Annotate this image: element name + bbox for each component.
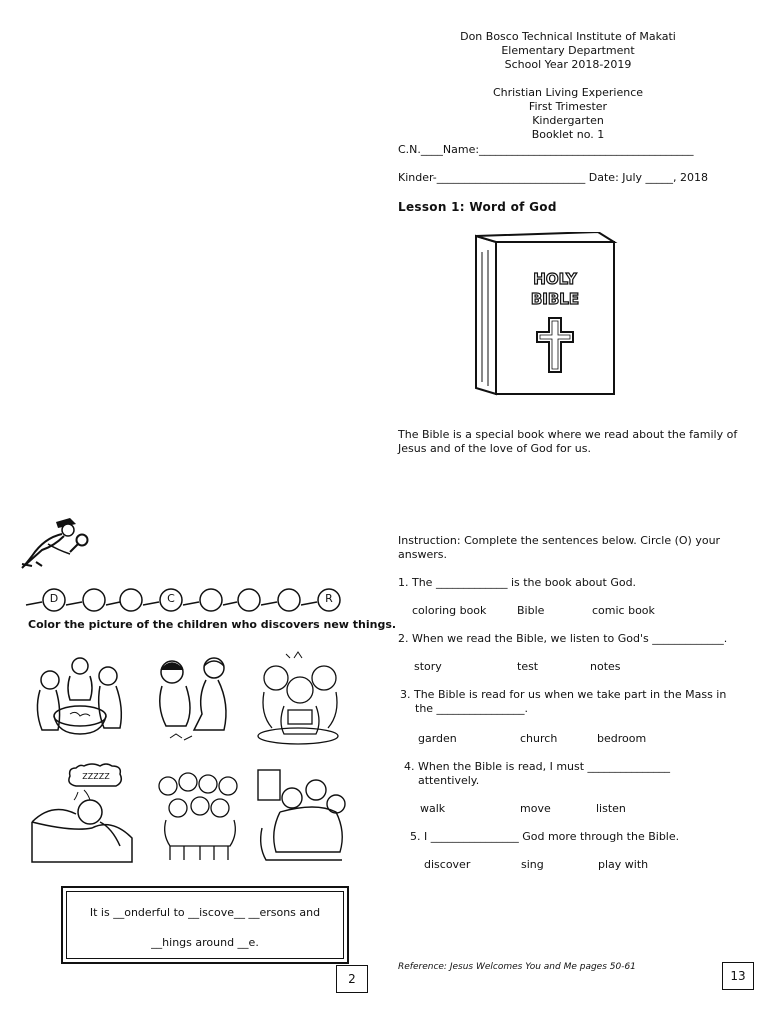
magnifier-puzzle (24, 588, 354, 614)
q4-choice-2[interactable]: move (520, 802, 551, 815)
q3-choice-3[interactable]: bedroom (597, 732, 647, 745)
q5-choice-1[interactable]: discover (424, 858, 471, 871)
lesson-title: Lesson 1: Word of God (398, 200, 557, 214)
color-instruction: Color the picture of the children who discovers new things. (28, 618, 397, 631)
holy-bible-picture (470, 232, 620, 398)
question-2: 2. When we read the Bible, we listen to God's _____________. (398, 632, 728, 645)
q2-choice-2[interactable]: test (517, 660, 539, 673)
q5-choice-3[interactable]: play with (598, 858, 649, 871)
question-3 (400, 688, 726, 716)
detective-picture (18, 514, 98, 570)
q4-choice-1[interactable]: walk (420, 802, 446, 815)
children-exploring-picture[interactable] (30, 650, 130, 750)
children-group-picture[interactable] (152, 766, 244, 864)
school-year: School Year 2018-2019 (504, 58, 632, 71)
fill-in-sentence-box (61, 886, 349, 964)
department: Elementary Department (501, 44, 635, 57)
children-playing-picture[interactable] (150, 652, 240, 747)
q2-choice-1[interactable]: story (414, 660, 442, 673)
trimester: First Trimester (528, 100, 608, 113)
q1-choice-1[interactable]: coloring book (412, 604, 487, 617)
q2-choice-3[interactable]: notes (590, 660, 621, 673)
q1-choice-2[interactable]: Bible (517, 604, 545, 617)
sentence-line-1: It is __onderful to __iscove__ __ersons and (89, 906, 321, 919)
magnifier-glass-icons (24, 588, 354, 614)
question-1: 1. The _____________ is the book about God. (398, 576, 637, 589)
children-reading-picture[interactable] (250, 648, 345, 748)
subject: Christian Living Experience (492, 86, 644, 99)
child-sleeping-picture[interactable] (30, 762, 135, 866)
school-header (398, 30, 738, 142)
sleep-bubble-text: ZZZZZ (82, 772, 110, 781)
question-4-line1: 4. When the Bible is read, I must _______________ (404, 760, 671, 773)
sentence-line-2: __hings around __e. (151, 936, 259, 949)
question-4-line2: attentively. (418, 774, 480, 787)
question-3-line1: 3. The Bible is read for us when we take part in the Mass in (400, 688, 727, 701)
q1-choice-3[interactable]: comic book (592, 604, 655, 617)
puzzle-letter-4: C (167, 592, 175, 605)
bible-cover-line2: BIBLE (530, 290, 580, 308)
question-4 (404, 760, 670, 788)
bible-cover-line1: HOLY (533, 270, 577, 288)
kinder-date-field: Kinder-___________________________ Date: July _____, 2018 (398, 171, 709, 184)
q4-choice-3[interactable]: listen (596, 802, 626, 815)
instruction-text: Instruction: Complete the sentences below. Circle (O) your answers. (398, 534, 721, 561)
puzzle-letter-8: R (325, 592, 333, 605)
grade: Kindergarten (532, 114, 604, 127)
q3-choice-2[interactable]: church (520, 732, 558, 745)
page-number-left: 2 (336, 965, 368, 993)
puzzle-letter-1: D (49, 592, 59, 605)
q5-choice-2[interactable]: sing (521, 858, 544, 871)
question-5: 5. I ________________ God more through the Bible. (410, 830, 680, 843)
cn-name-field: C.N.____Name:_______________________________________ (398, 143, 694, 156)
bible-description: The Bible is a special book where we read about the family of Jesus and of the love of God for us. (398, 428, 738, 455)
page-number-right: 13 (722, 962, 754, 990)
booklet-number: Booklet no. 1 (531, 128, 605, 141)
q3-choice-1[interactable]: garden (418, 732, 457, 745)
reference-text: Reference: Jesus Welcomes You and Me pages 50-61 (398, 962, 636, 972)
family-picture[interactable] (256, 768, 348, 866)
school-name: Don Bosco Technical Institute of Makati (460, 30, 676, 43)
question-3-line2: the ________________. (415, 702, 529, 715)
